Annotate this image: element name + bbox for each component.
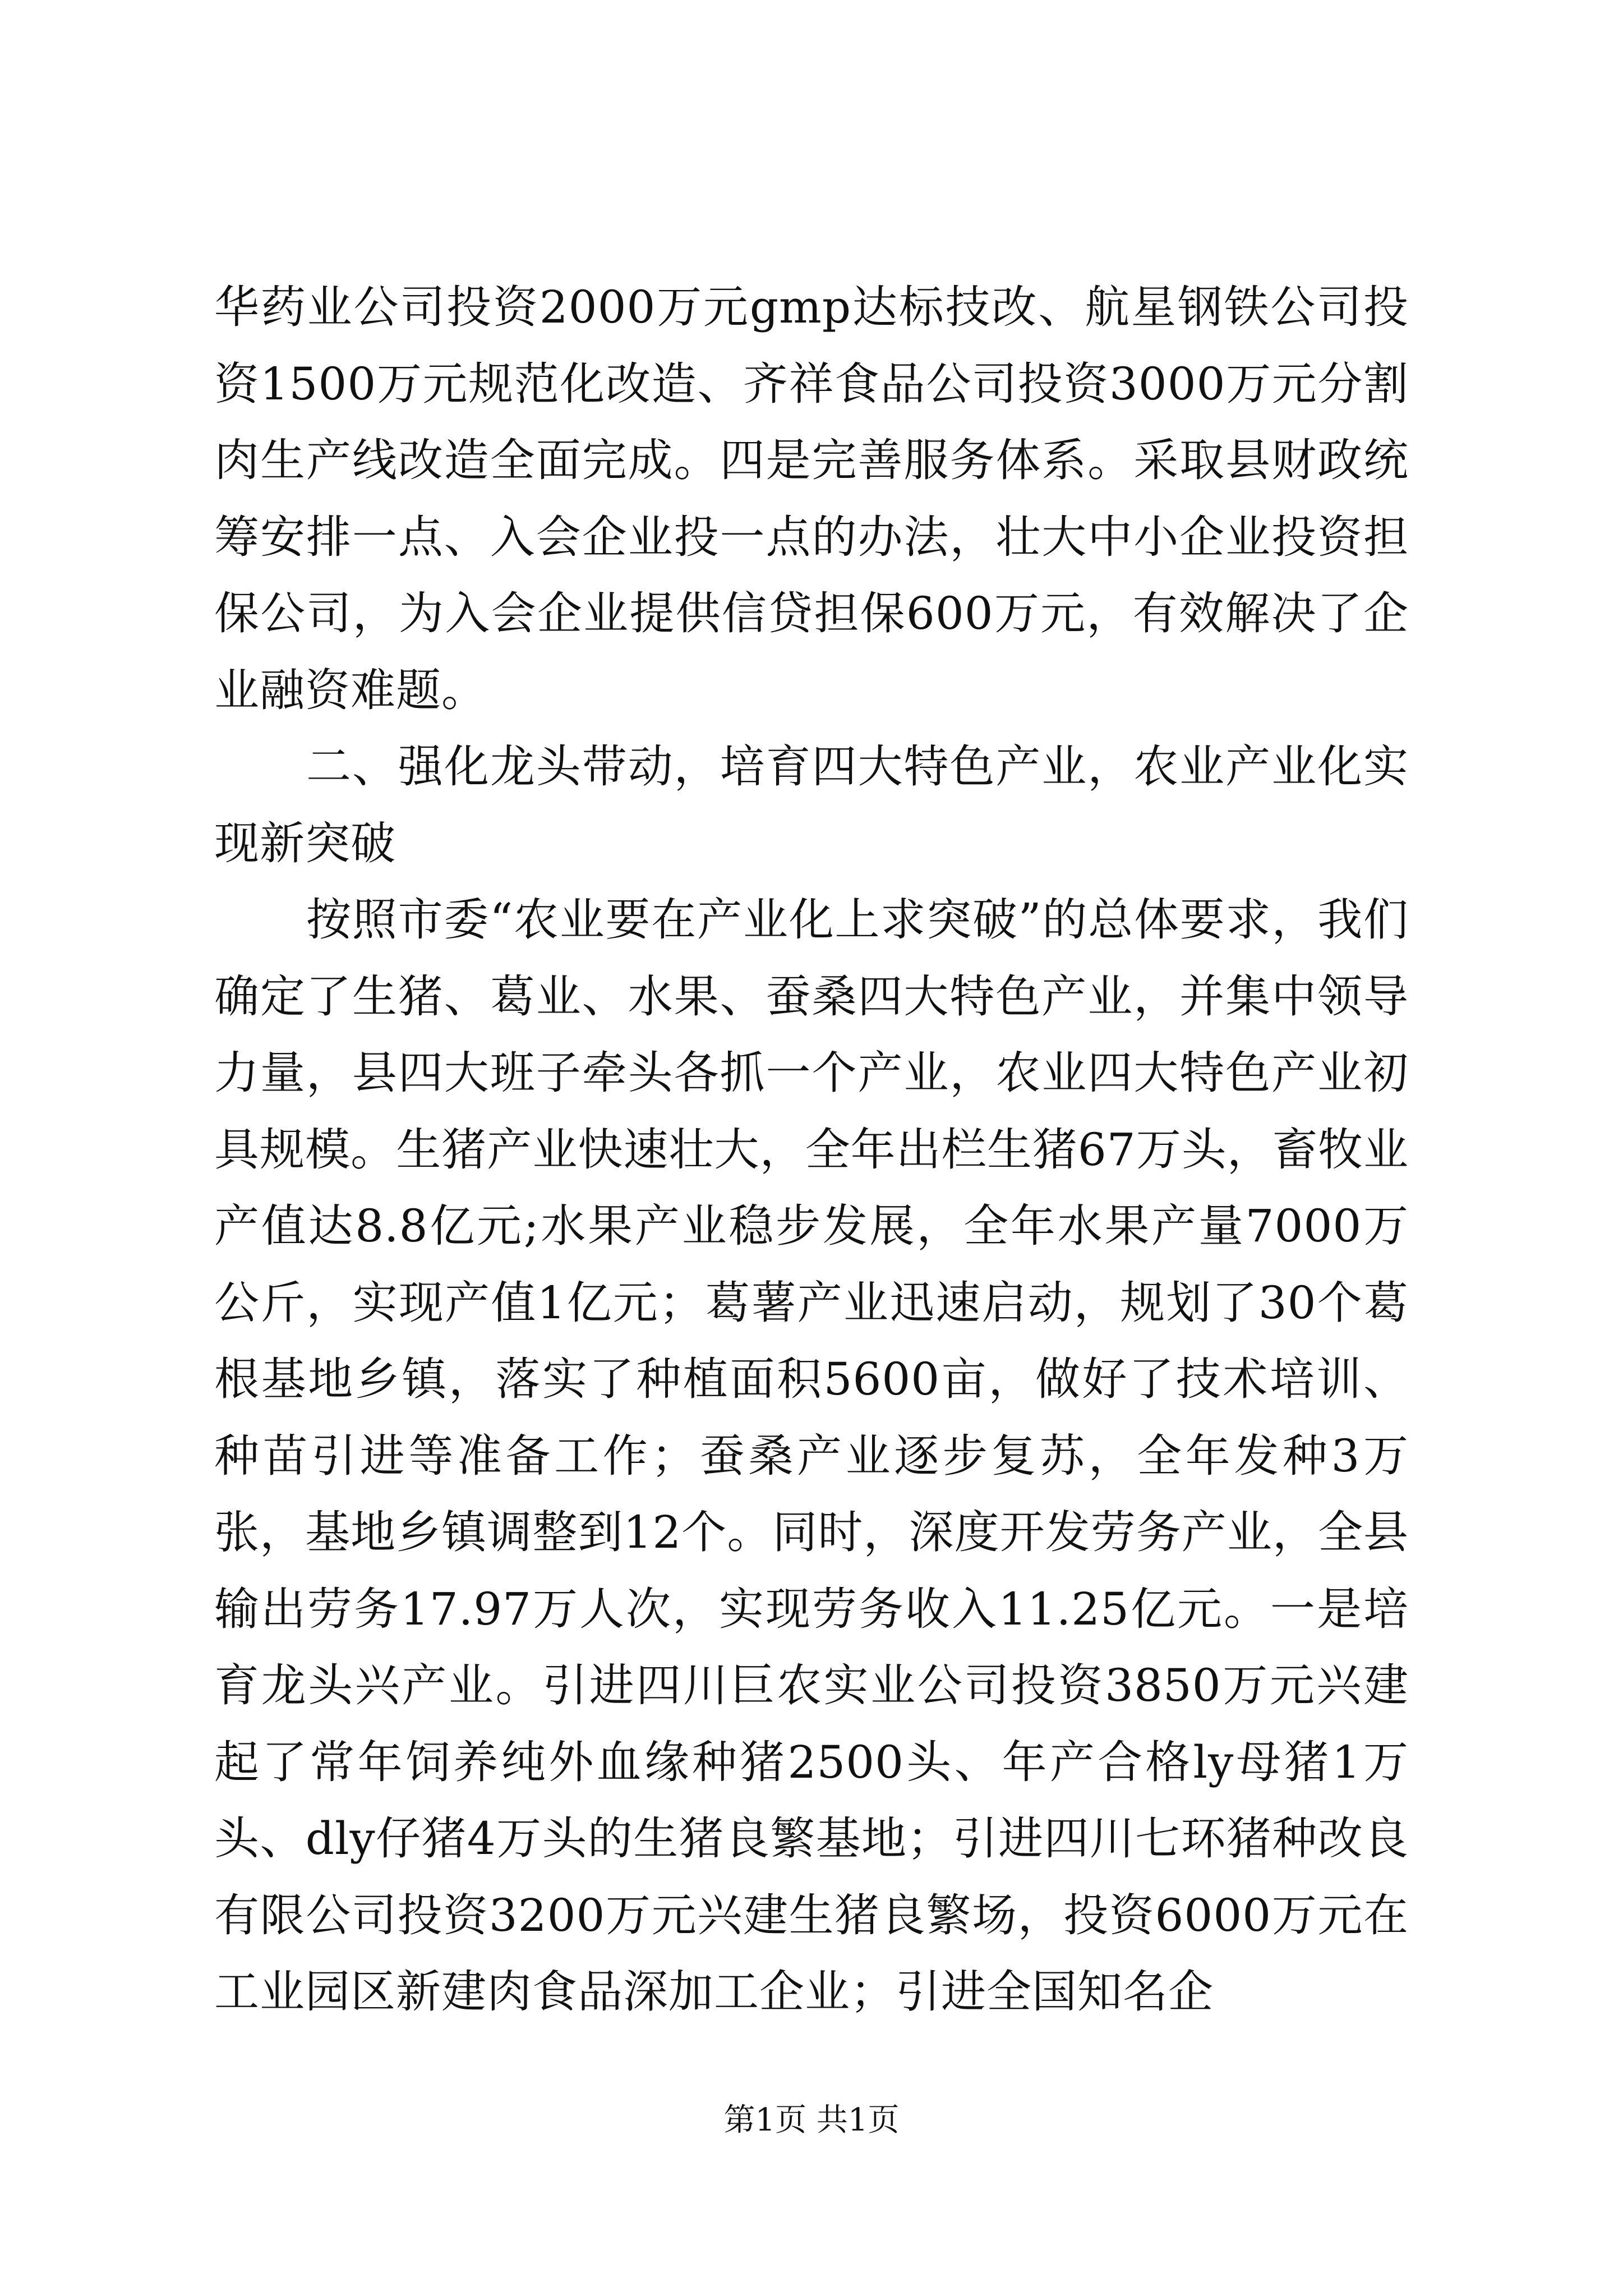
paragraph-continuation: 华药业公司投资2000万元gmp达标技改、航星钢铁公司投资1500万元规范化改造、齐祥食品公司投资3000万元分割肉生产线改造全面完成。四是完善服务体系。采取县财政统筹安排一点、入会企业投一点的办法，壮大中小企业投资担保公司，为入会企业提供信贷担保600万元，有效解决了企业融资难题。 — [214, 281, 1409, 716]
paragraph-agriculture: 按照市委“农业要在产业化上求突破”的总体要求，我们确定了生猪、葛业、水果、蚕桑四大特色产业，并集中领导力量，县四大班子牵头各抓一个产业，农业四大特色产业初具规模。生猪产业快速壮大，全年出栏生猪67万头，畜牧业产值达8.8亿元;水果产业稳步发展，全年水果产量7000万公斤，实现产值1亿元；葛薯产业迅速启动，规划了30个葛根基地乡镇，落实了种植面积5600亩，做好了技术培训、种苗引进等准备工作；蚕桑产业逐步复苏，全年发种3万张，基地乡镇调整到12个。同时，深度开发劳务产业，全县输出劳务17.97万人次，实现劳务收入11.25亿元。一是培育龙头兴产业。引进四川巨农实业公司投资3850万元兴建起了常年饲养纯外血缘种猪2500头、年产合格ly母猪1万头、dly仔猪4万头的生猪良繁基地；引进四川七环猪种改良有限公司投资3200万元兴建生猪良繁场，投资6000万元在工业园区新建肉食品深加工企业；引进全国知名企 — [214, 894, 1409, 2018]
document-body — [214, 269, 1409, 2031]
page-number-footer: 第1页 共1页 — [723, 2102, 900, 2138]
section-heading: 二、强化龙头带动，培育四大特色产业，农业产业化实现新突破 — [214, 740, 1409, 869]
